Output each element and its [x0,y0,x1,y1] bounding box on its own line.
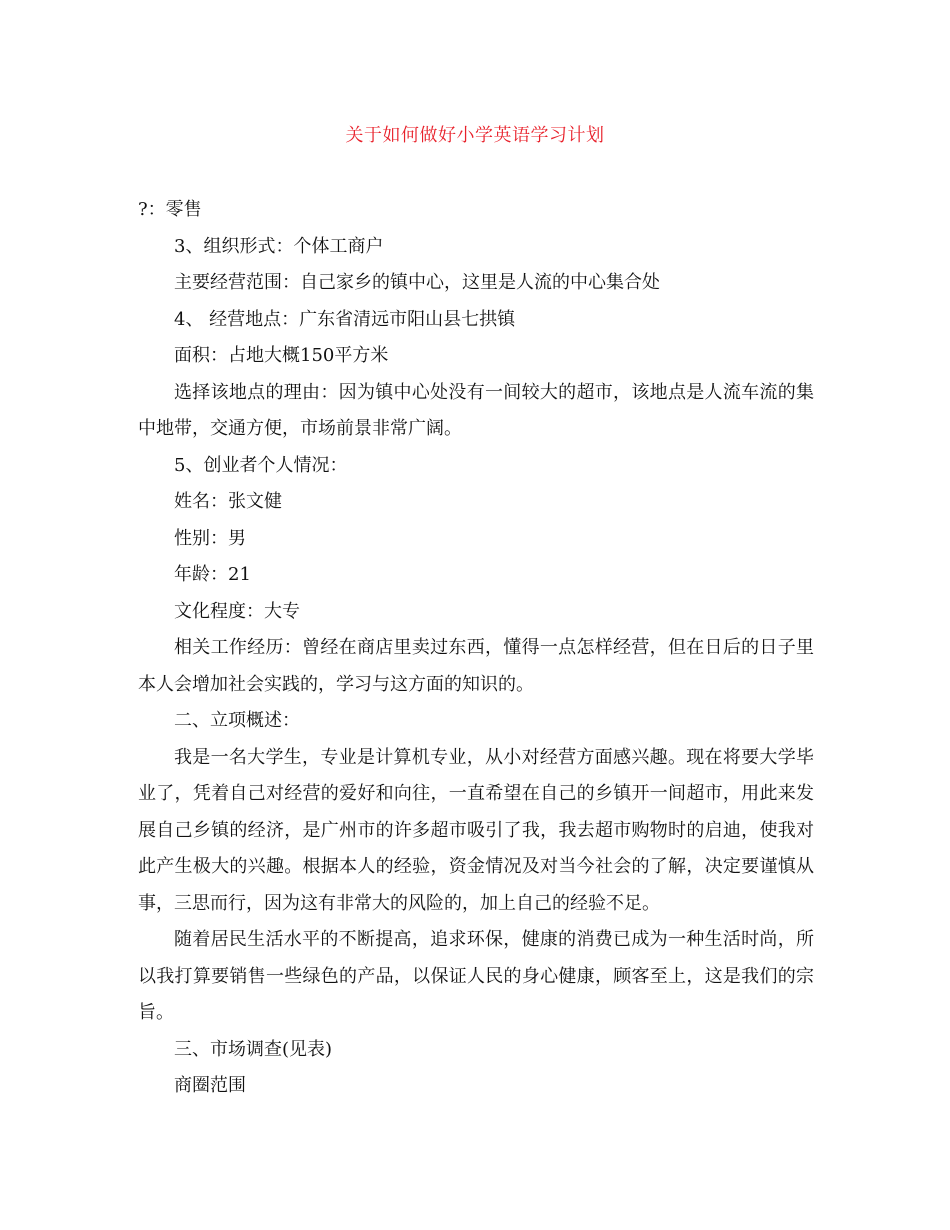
paragraph-founder-heading: 5、创业者个人情况： [174,454,348,476]
paragraph-area: 面积：占地大概150平方米 [174,345,389,366]
paragraph-work-experience: 相关工作经历：曾经在商店里卖过东西，懂得一点怎样经营，但在日后的日子里本人会增加社会实践的，学习与这方面的知识的。 [138,637,814,695]
document-body [138,192,814,1105]
paragraph-green-products: 随着居民生活水平的不断提高，追求环保，健康的消费已成为一种生活时尚，所以我打算要销售一些绿色的产品，以保证人民的身心健康，顾客至上，这是我们的宗旨。 [138,929,814,1023]
paragraph-project-overview: 我是一名大学生，专业是计算机专业，从小对经营方面感兴趣。现在将要大学毕业了，凭着自己对经营的爱好和向往，一直希望在自己的乡镇开一间超市，用此来发展自己乡镇的经济，是广州市的许多超市吸引了我，我去超市购物时的启迪，使我对此产生极大的兴趣。根据本人的经验，资金情况及对当今社会的了解，决定要谨慎从事，三思而行，因为这有非常大的风险的，加上自己的经验不足。 [138,746,814,914]
paragraph-location: 4、 经营地点：广东省清远市阳山县七拱镇 [174,308,516,330]
paragraph-name: 姓名：张文健 [174,491,282,512]
paragraph-age: 年龄：21 [174,564,251,585]
paragraph-gender: 性别：男 [174,527,246,549]
paragraph-organization-form: 3、组织形式：个体工商户 [174,235,384,257]
document-title: 关于如何做好小学英语学习计划 [345,125,605,146]
paragraph-business-scope: 主要经营范围：自己家乡的镇中心，这里是人流的中心集合处 [174,272,660,293]
paragraph-location-reason: 选择该地点的理由：因为镇中心处没有一间较大的超市，该地点是人流车流的集中地带，交通方便，市场前景非常广阔。 [138,381,814,439]
paragraph-trade-area: 商圈范围 [174,1075,246,1096]
paragraph-category: ?：零售 [138,199,202,220]
paragraph-project-overview-heading: 二、立项概述： [174,710,300,731]
paragraph-market-survey-heading: 三、市场调查(见表) [174,1038,333,1060]
paragraph-education: 文化程度：大专 [174,600,300,622]
